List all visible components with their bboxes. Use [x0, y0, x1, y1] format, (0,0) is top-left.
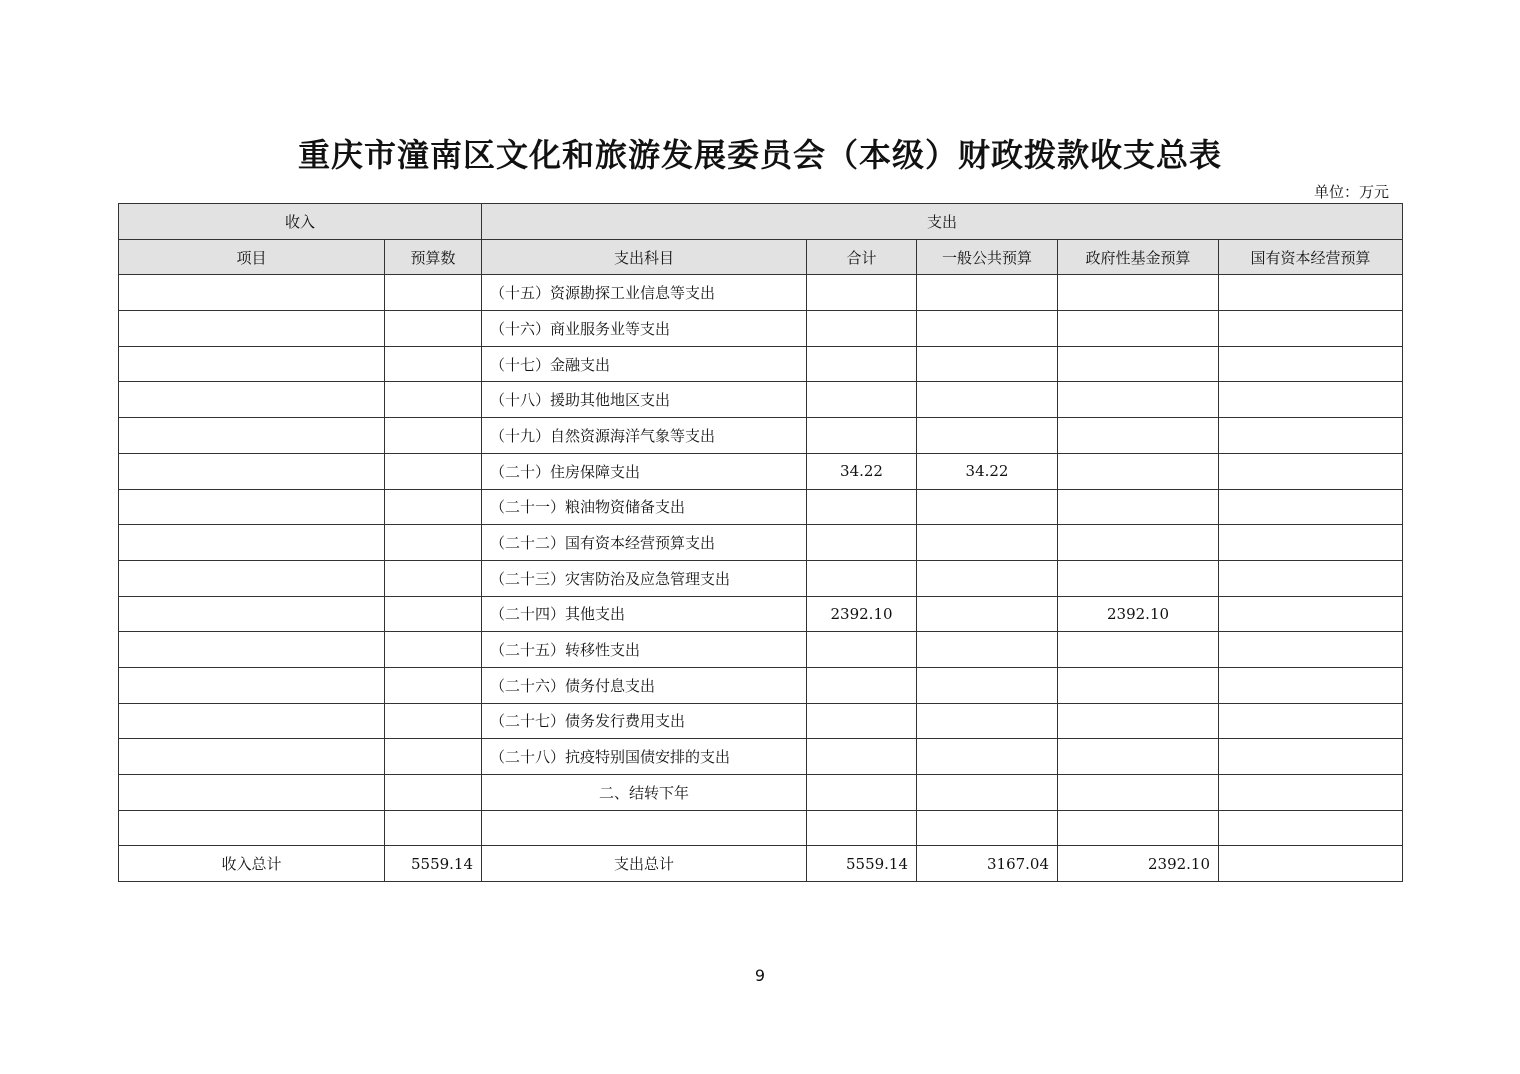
- header-general: 一般公共预算: [917, 239, 1058, 275]
- income-item-cell: [119, 418, 385, 454]
- total-cell: [807, 667, 917, 703]
- income-total-value: 5559.14: [385, 846, 482, 882]
- general-budget-cell: [917, 632, 1058, 668]
- income-budget-cell: [385, 311, 482, 347]
- income-item-cell: [119, 346, 385, 382]
- table-row: [119, 453, 1403, 489]
- general-budget-cell: [917, 703, 1058, 739]
- total-cell: [807, 275, 917, 311]
- expense-subject-cell: （二十四）其他支出: [482, 596, 807, 632]
- general-budget-cell: [917, 739, 1058, 775]
- table-row: [119, 525, 1403, 561]
- expense-subject-cell: （十六）商业服务业等支出: [482, 311, 807, 347]
- table-row: [119, 632, 1403, 668]
- table-row: [119, 489, 1403, 525]
- fund-budget-cell: [1058, 739, 1219, 775]
- fund-budget-cell: [1058, 418, 1219, 454]
- general-budget-cell: [917, 667, 1058, 703]
- fund-budget-cell: [1058, 810, 1219, 846]
- table-row: [119, 418, 1403, 454]
- general-budget-cell: [917, 560, 1058, 596]
- total-cell: [807, 346, 917, 382]
- table-row: [119, 739, 1403, 775]
- state-capital-cell: [1219, 525, 1403, 561]
- income-budget-cell: [385, 525, 482, 561]
- expense-subject-cell: （二十三）灾害防治及应急管理支出: [482, 560, 807, 596]
- state-capital-cell: [1219, 632, 1403, 668]
- table-row: [119, 775, 1403, 811]
- expense-subject-cell: （二十八）抗疫特别国债安排的支出: [482, 739, 807, 775]
- table-row: [119, 346, 1403, 382]
- general-total-cell: 3167.04: [917, 846, 1058, 882]
- fund-budget-cell: [1058, 311, 1219, 347]
- total-cell: [807, 810, 917, 846]
- fund-budget-cell: [1058, 667, 1219, 703]
- total-cell: [807, 489, 917, 525]
- income-total-label: 收入总计: [119, 846, 385, 882]
- income-budget-cell: [385, 739, 482, 775]
- income-budget-cell: [385, 453, 482, 489]
- income-budget-cell: [385, 775, 482, 811]
- state-capital-cell: [1219, 596, 1403, 632]
- general-budget-cell: [917, 382, 1058, 418]
- income-item-cell: [119, 596, 385, 632]
- income-item-cell: [119, 311, 385, 347]
- total-cell: [807, 632, 917, 668]
- general-budget-cell: [917, 810, 1058, 846]
- expense-subject-cell: 二、结转下年: [482, 775, 807, 811]
- table-row: [119, 311, 1403, 347]
- fund-budget-cell: [1058, 632, 1219, 668]
- header-subject: 支出科目: [482, 239, 807, 275]
- expense-subject-cell: （十五）资源勘探工业信息等支出: [482, 275, 807, 311]
- table-row: [119, 703, 1403, 739]
- income-budget-cell: [385, 346, 482, 382]
- general-budget-cell: [917, 346, 1058, 382]
- fund-budget-cell: [1058, 346, 1219, 382]
- state-capital-cell: [1219, 775, 1403, 811]
- fund-budget-cell: [1058, 525, 1219, 561]
- expense-total-label: 支出总计: [482, 846, 807, 882]
- header-expense: 支出: [482, 204, 1403, 240]
- total-cell: [807, 560, 917, 596]
- expense-subject-cell: （二十一）粮油物资储备支出: [482, 489, 807, 525]
- income-item-cell: [119, 382, 385, 418]
- income-budget-cell: [385, 703, 482, 739]
- header-row-1: [119, 204, 1403, 240]
- expense-subject-cell: （十九）自然资源海洋气象等支出: [482, 418, 807, 454]
- general-budget-cell: [917, 525, 1058, 561]
- income-budget-cell: [385, 810, 482, 846]
- header-total: 合计: [807, 239, 917, 275]
- state-total-cell: [1219, 846, 1403, 882]
- fund-budget-cell: [1058, 703, 1219, 739]
- total-cell: 2392.10: [807, 596, 917, 632]
- general-budget-cell: [917, 596, 1058, 632]
- expense-subject-cell: （十七）金融支出: [482, 346, 807, 382]
- page-title: 重庆市潼南区文化和旅游发展委员会（本级）财政拨款收支总表: [297, 136, 1222, 174]
- fund-budget-cell: [1058, 489, 1219, 525]
- fund-budget-cell: [1058, 775, 1219, 811]
- totals-row: [119, 846, 1403, 882]
- expense-subject-cell: （二十六）债务付息支出: [482, 667, 807, 703]
- income-budget-cell: [385, 560, 482, 596]
- fund-budget-cell: 2392.10: [1058, 596, 1219, 632]
- state-capital-cell: [1219, 667, 1403, 703]
- income-item-cell: [119, 667, 385, 703]
- total-cell: [807, 418, 917, 454]
- income-item-cell: [119, 810, 385, 846]
- expense-subject-cell: （二十）住房保障支出: [482, 453, 807, 489]
- page-number: 9: [754, 966, 766, 985]
- income-item-cell: [119, 525, 385, 561]
- state-capital-cell: [1219, 382, 1403, 418]
- income-item-cell: [119, 560, 385, 596]
- income-item-cell: [119, 632, 385, 668]
- state-capital-cell: [1219, 311, 1403, 347]
- general-budget-cell: [917, 775, 1058, 811]
- state-capital-cell: [1219, 275, 1403, 311]
- state-capital-cell: [1219, 810, 1403, 846]
- income-item-cell: [119, 489, 385, 525]
- expense-subject-cell: （二十七）债务发行费用支出: [482, 703, 807, 739]
- total-cell: 34.22: [807, 453, 917, 489]
- header-row-2: [119, 239, 1403, 275]
- income-item-cell: [119, 775, 385, 811]
- expense-subject-cell: （二十五）转移性支出: [482, 632, 807, 668]
- income-budget-cell: [385, 275, 482, 311]
- total-cell: [807, 382, 917, 418]
- income-budget-cell: [385, 418, 482, 454]
- fund-budget-cell: [1058, 275, 1219, 311]
- income-item-cell: [119, 739, 385, 775]
- table-row: [119, 382, 1403, 418]
- income-item-cell: [119, 453, 385, 489]
- expense-subject-cell: [482, 810, 807, 846]
- income-budget-cell: [385, 596, 482, 632]
- general-budget-cell: [917, 275, 1058, 311]
- fund-budget-cell: [1058, 453, 1219, 489]
- budget-table: [118, 203, 1403, 882]
- unit-label: 单位：万元: [1313, 183, 1389, 201]
- general-budget-cell: 34.22: [917, 453, 1058, 489]
- expense-subject-cell: （二十二）国有资本经营预算支出: [482, 525, 807, 561]
- state-capital-cell: [1219, 703, 1403, 739]
- table-row: [119, 596, 1403, 632]
- header-income: 收入: [119, 204, 482, 240]
- general-budget-cell: [917, 489, 1058, 525]
- state-capital-cell: [1219, 489, 1403, 525]
- general-budget-cell: [917, 418, 1058, 454]
- state-capital-cell: [1219, 560, 1403, 596]
- income-budget-cell: [385, 632, 482, 668]
- header-budget: 预算数: [385, 239, 482, 275]
- income-budget-cell: [385, 489, 482, 525]
- header-fund: 政府性基金预算: [1058, 239, 1219, 275]
- income-budget-cell: [385, 667, 482, 703]
- total-cell: [807, 703, 917, 739]
- total-cell: [807, 775, 917, 811]
- fund-budget-cell: [1058, 560, 1219, 596]
- state-capital-cell: [1219, 453, 1403, 489]
- income-item-cell: [119, 275, 385, 311]
- state-capital-cell: [1219, 346, 1403, 382]
- table-row: [119, 560, 1403, 596]
- grand-total-cell: 5559.14: [807, 846, 917, 882]
- expense-subject-cell: （十八）援助其他地区支出: [482, 382, 807, 418]
- general-budget-cell: [917, 311, 1058, 347]
- total-cell: [807, 739, 917, 775]
- table-row: [119, 667, 1403, 703]
- income-item-cell: [119, 703, 385, 739]
- fund-total-cell: 2392.10: [1058, 846, 1219, 882]
- total-cell: [807, 311, 917, 347]
- table-row: [119, 275, 1403, 311]
- income-budget-cell: [385, 382, 482, 418]
- header-item: 项目: [119, 239, 385, 275]
- table-row: [119, 810, 1403, 846]
- state-capital-cell: [1219, 418, 1403, 454]
- state-capital-cell: [1219, 739, 1403, 775]
- fund-budget-cell: [1058, 382, 1219, 418]
- total-cell: [807, 525, 917, 561]
- header-state-capital: 国有资本经营预算: [1219, 239, 1403, 275]
